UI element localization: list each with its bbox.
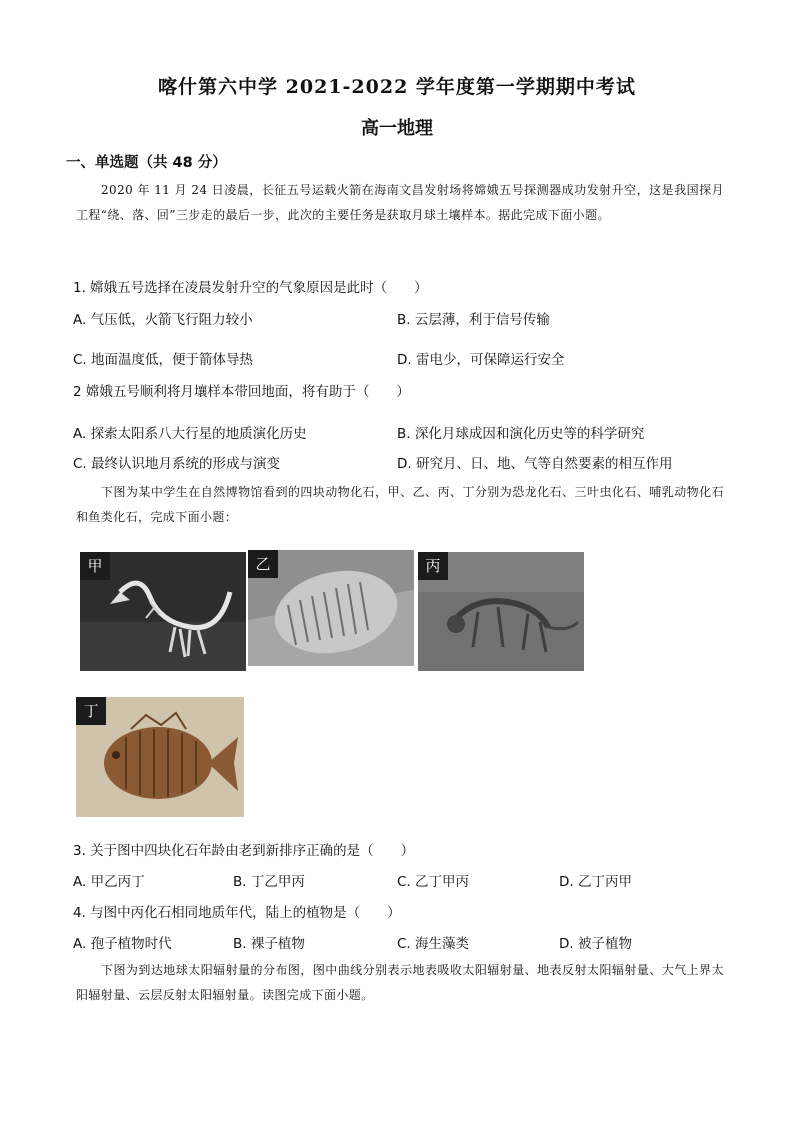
question-1-option-b: B. 云层薄，利于信号传输 — [397, 312, 550, 328]
intro-paragraph-3: 下图为到达地球太阳辐射量的分布图，图中曲线分别表示地表吸收太阳辐射量、地表反射太阳辐射量、大气上界太阳辐射量、云层反射太阳辐射量。读图完成下面小题。 — [76, 963, 724, 1002]
fossil-label-yi: 乙 — [248, 550, 278, 578]
fossil-label-jia: 甲 — [80, 552, 110, 580]
fossil-image-ding — [76, 697, 244, 817]
question-1-option-c: C. 地面温度低，便于箭体导热 — [73, 352, 254, 368]
question-4-option-c: C. 海生藻类 — [397, 936, 470, 952]
question-2-option-a: A. 探索太阳系八大行星的地质演化历史 — [73, 426, 307, 442]
exam-title: 喀什第六中学 2021-2022 学年度第一学期期中考试 — [158, 76, 636, 98]
question-4-stem: 4. 与图中丙化石相同地质年代，陆上的植物是（ ） — [73, 905, 401, 921]
question-3-option-b: B. 丁乙甲丙 — [233, 874, 305, 890]
intro-paragraph-2: 下图为某中学生在自然博物馆看到的四块动物化石，甲、乙、丙、丁分别为恐龙化石、三叶虫化石、哺乳动物化石和鱼类化石，完成下面小题： — [76, 485, 724, 524]
question-1-stem: 1. 嫦娥五号选择在凌晨发射升空的气象原因是此时（ ） — [73, 280, 428, 296]
fossil-image-bing — [418, 552, 584, 671]
question-1-option-d: D. 雷电少，可保障运行安全 — [397, 352, 565, 368]
question-3-option-c: C. 乙丁甲丙 — [397, 874, 470, 890]
fossil-label-ding: 丁 — [76, 697, 106, 725]
question-1-option-a: A. 气压低，火箭飞行阻力较小 — [73, 312, 253, 328]
question-3-option-a: A. 甲乙丙丁 — [73, 874, 145, 890]
intro-paragraph-1: 2020 年 11 月 24 日凌晨，长征五号运载火箭在海南文昌发射场将嫦娥五号探测器成功发射升空，这是我国探月工程“绕、落、回”三步走的最后一步，此次的主要任务是获取月球土壤样本。据此完成下面小题。 — [76, 183, 724, 222]
question-2-option-d: D. 研究月、日、地、气等自然要素的相互作用 — [397, 456, 673, 472]
fossil-image-jia — [80, 552, 246, 671]
question-4-option-a: A. 孢子植物时代 — [73, 936, 172, 952]
question-3-stem: 3. 关于图中四块化石年龄由老到新排序正确的是（ ） — [73, 843, 415, 859]
fossil-image-yi — [248, 550, 414, 666]
question-4-option-b: B. 裸子植物 — [233, 936, 305, 952]
question-2-stem: 2 嫦娥五号顺利将月壤样本带回地面，将有助于（ ） — [73, 384, 410, 400]
question-3-option-d: D. 乙丁丙甲 — [559, 874, 632, 890]
question-4-option-d: D. 被子植物 — [559, 936, 632, 952]
question-2-option-c: C. 最终认识地月系统的形成与演变 — [73, 456, 281, 472]
section-heading: 一、单选题（共 48 分） — [66, 155, 227, 171]
fossil-label-bing: 丙 — [418, 552, 448, 580]
question-2-option-b: B. 深化月球成因和演化历史等的科学研究 — [397, 426, 645, 442]
exam-subject: 高一地理 — [361, 118, 433, 139]
